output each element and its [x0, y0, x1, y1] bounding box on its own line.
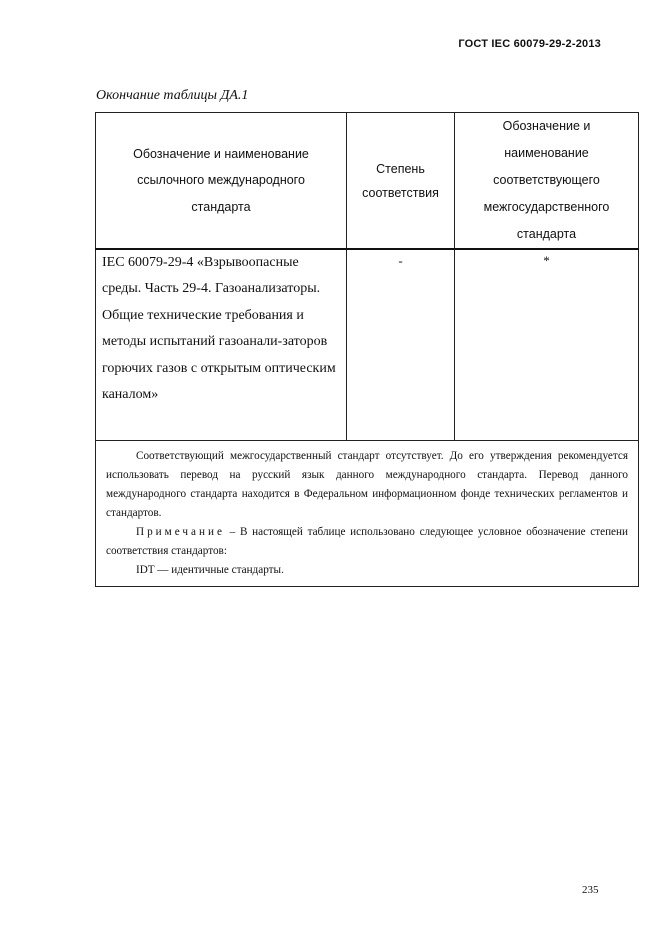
cell-national-standard: *	[455, 249, 639, 441]
page-number: 235	[582, 884, 599, 896]
table-notes-row	[96, 441, 639, 587]
note-label: Примечание	[136, 526, 225, 538]
table-header-row	[96, 113, 639, 250]
table-row	[96, 249, 639, 441]
note-text: – В настоящей таблице использовано следующее условное обозначение степени соответствия стандартов:	[106, 526, 629, 557]
column-header-degree: Степень соответствия	[347, 113, 455, 250]
column-header-national: Обозначение и наименование соответствующего межгосударственного стандарта	[455, 113, 639, 250]
cell-degree: -	[347, 249, 455, 441]
reference-table	[95, 112, 639, 587]
notes-cell	[96, 441, 639, 587]
column-header-international: Обозначение и наименование ссылочного международного стандарта	[96, 113, 347, 250]
idt-line: IDT — идентичные стандарты.	[136, 564, 284, 576]
table-caption: Окончание таблицы ДА.1	[96, 88, 249, 103]
document-header: ГОСТ IEC 60079-29-2-2013	[458, 38, 601, 50]
cell-international-standard: IEC 60079-29-4 «Взрывоопасные среды. Часть 29-4. Газоанализаторы. Общие технические требования и методы испытаний газоанали-заторов горючих газов с открытым оптическим каналом»	[96, 249, 347, 441]
note-paragraph	[106, 523, 628, 561]
footnote-text: Соответствующий межгосударственный стандарт отсутствует. До его утверждения рекомендуется использовать перевод на русский язык данного международного стандарта. Перевод данного международного стандарта находится в Федеральном информационном фонде технических регламентов и стандартов.	[106, 450, 628, 519]
